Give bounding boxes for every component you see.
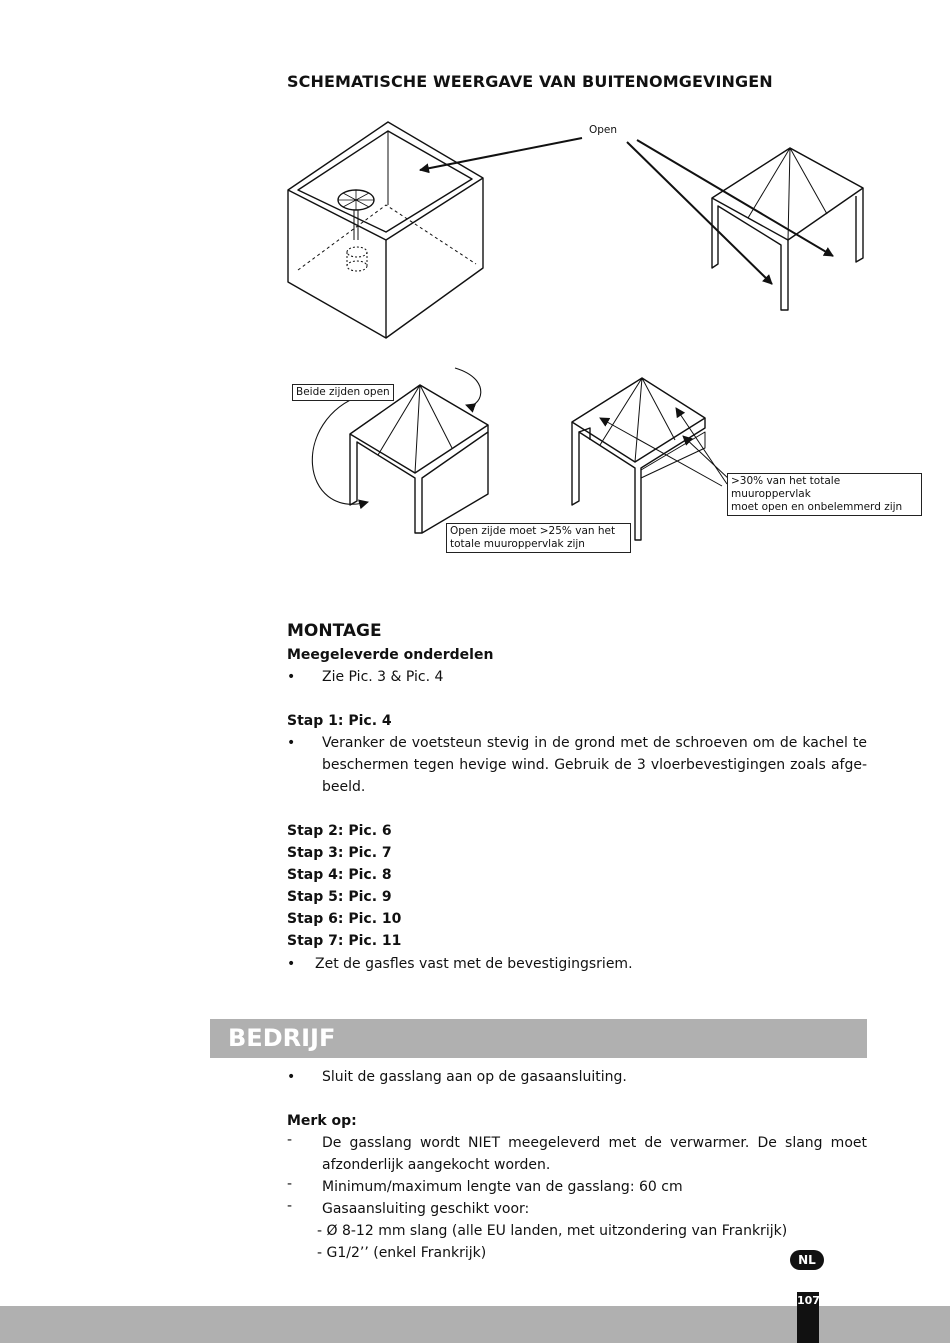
label-30-line-2: moet open en onbelemmerd zijn (731, 501, 903, 513)
bullet-marker: • (287, 1069, 296, 1085)
label-both-sides-open: Beide zijden open (292, 384, 394, 401)
gazebo-two-sides-drawing (350, 385, 488, 533)
step-heading: Stap 3: Pic. 7 (287, 845, 392, 861)
step7-item: Zet de gasfles vast met de bevestigingsriem. (315, 956, 633, 972)
gazebo-partial-wall-drawing (572, 378, 705, 540)
label-open: Open (589, 124, 618, 136)
label-open-side-line-1: Open zijde moet >25% van het (450, 525, 616, 537)
dash-marker: - (287, 1132, 293, 1148)
step1-text (322, 732, 867, 798)
note-3-sub-1: - Ø 8-12 mm slang (alle EU landen, met uitzondering van Frankrijk) (317, 1223, 788, 1239)
bullet-marker: • (287, 956, 296, 972)
note-heading: Merk op: (287, 1113, 357, 1129)
note-1-line-2: afzonderlijk aangekocht worden. (322, 1157, 551, 1173)
bullet-marker: • (287, 735, 296, 751)
label-30-percent (727, 473, 922, 516)
step1-line-2: beschermen tegen hevige wind. Gebruik de 3 vloerbevestigingen zoals afge- (322, 757, 867, 773)
note-2: Minimum/maximum lengte van de gasslang: 60 cm (322, 1179, 683, 1195)
note-3: Gasaansluiting geschikt voor: (322, 1201, 530, 1217)
montage-title: MONTAGE (287, 621, 382, 641)
label-open-side-line-2: totale muuroppervlak zijn (450, 538, 585, 550)
step-heading: Stap 6: Pic. 10 (287, 911, 402, 927)
step-heading: Stap 5: Pic. 9 (287, 889, 392, 905)
schematic-title: SCHEMATISCHE WEERGAVE VAN BUITENOMGEVINGEN (287, 72, 773, 91)
step1-line-1: Veranker de voetsteun stevig in de grond met de schroeven om de kachel te (322, 735, 867, 751)
step-heading: Stap 4: Pic. 8 (287, 867, 392, 883)
bullet-marker: • (287, 669, 296, 685)
enclosed-box-drawing (288, 122, 483, 338)
step1-heading: Stap 1: Pic. 4 (287, 713, 392, 729)
step-heading: Stap 7: Pic. 11 (287, 933, 402, 949)
bedrijf-item: Sluit de gasslang aan op de gasaansluiting. (322, 1069, 627, 1085)
note-3-sub-2: - G1/2’’ (enkel Frankrijk) (317, 1245, 487, 1261)
bedrijf-title: BEDRIJF (228, 1024, 336, 1052)
step-heading: Stap 2: Pic. 6 (287, 823, 392, 839)
page-number: 107 (797, 1294, 820, 1307)
language-badge: NL (790, 1250, 824, 1270)
dash-marker: - (287, 1198, 293, 1214)
note-1 (322, 1132, 867, 1176)
parts-heading: Meegeleverde onderdelen (287, 647, 494, 663)
note-1-line-1: De gasslang wordt NIET meegeleverd met de verwarmer. De slang moet (322, 1135, 867, 1151)
parts-item: Zie Pic. 3 & Pic. 4 (322, 669, 444, 685)
step1-line-3: beeld. (322, 779, 366, 795)
dash-marker: - (287, 1176, 293, 1192)
label-30-line-1: >30% van het totale muuroppervlak (731, 475, 841, 500)
label-open-side-25 (446, 523, 631, 553)
